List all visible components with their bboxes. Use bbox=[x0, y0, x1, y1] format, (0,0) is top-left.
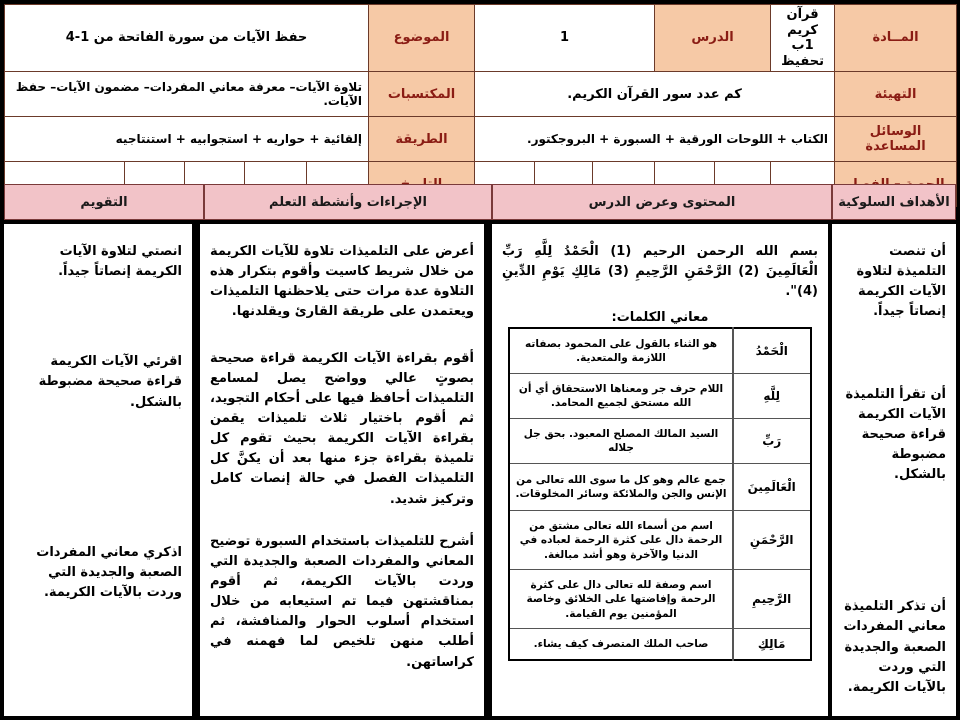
topic-value: حفظ الآيات من سورة الفاتحة من 1-4 bbox=[5, 5, 369, 72]
intro-value: كم عدد سور القرآن الكريم. bbox=[475, 72, 835, 117]
table-row bbox=[509, 328, 810, 374]
meanings-table bbox=[508, 327, 811, 661]
content-column bbox=[492, 224, 828, 716]
section-header-row bbox=[4, 184, 956, 220]
goals-header: الأهداف السلوكية bbox=[832, 184, 956, 220]
procedure-item: أعرض على التلميذات تلاوة للآيات الكريمة من خلال شريط كاسيت وأقوم بتكرار هذه التلاوة عدة مرات حتى يلاحظنها التلميذات ويعتمدن على طريقة القارئ ويقلدنها. bbox=[210, 244, 474, 320]
goal-item: أن تذكر التلميذة معاني المفردات الصعبة والجديدة التي وردت بالآيات الكريمة. bbox=[843, 599, 946, 695]
lesson-header-table bbox=[4, 4, 957, 207]
method-value: إلقائية + حواريه + استجوابيه + استنتاجيه bbox=[5, 117, 369, 162]
lesson-value: 1 bbox=[475, 5, 655, 72]
intro-label: التهيئة bbox=[835, 72, 957, 117]
lesson-label: الدرس bbox=[655, 5, 771, 72]
evaluation-item: انصتي لتلاوة الآيات الكريمة إنصاتاً جيداً. bbox=[58, 244, 182, 280]
meanings-title: معاني الكلمات: bbox=[611, 310, 709, 326]
procedure-item: أقوم بقراءة الآيات الكريمة قراءة صحيحة بصوتٍ عالي وواضح يصل لمسامع التلميذات أحافظ فيها على أحكام التجويد، ثم أقوم باختيار ثلاث تلميذات يقمن بقراءة الآيات الكريمة بحيث تقوم كل تلميذة بقراءة جزء منها بعد أن يكنَّ كل التلميذات الفصل في حالة إنصات كامل وتركيز شديد. bbox=[210, 350, 474, 507]
content-header: المحتوى وعرض الدرس bbox=[492, 184, 832, 220]
aids-label: الوسائل المساعدة bbox=[835, 117, 957, 162]
procedure-item: أشرح للتلميذات باستخدام السبورة توضيح المعاني والمفردات الصعبة والجديدة التي وردت بالآيات الكريمة، ثم أقوم بمناقشتهن فيما تم استيعابه من خلال استخدام أسلوب الحوار والمنافشة، ثم أطلب منهن تلخيص لما فهمنه في كراساتهن. bbox=[210, 533, 474, 670]
table-row bbox=[509, 374, 810, 419]
meaning-definition: جمع عالم وهو كل ما سوى الله تعالى من الإنس والجن والملائكة وسائر المخلوقات. bbox=[509, 464, 732, 511]
procedures-column bbox=[200, 224, 484, 716]
topic-label: الموضوع bbox=[369, 5, 475, 72]
meaning-word: الرَّحْمَنِ bbox=[733, 511, 811, 570]
goals-column bbox=[832, 224, 956, 716]
goal-item: أن تقرأ التلميذة الآيات الكريمة قراءة صحيحة مضبوطة بالشكل. bbox=[845, 386, 946, 483]
subject-value: قرآن كريم 1ب تحفيظ bbox=[771, 5, 835, 72]
meaning-definition: اسم من أسماء الله تعالى مشتق من الرحمة دال على كثرة الرحمة لعباده في الدنيا والآخرة وهو أشد مبالغة. bbox=[509, 511, 732, 570]
evaluation-item: اقرئي الآيات الكريمة قراءة صحيحة مضبوطة بالشكل. bbox=[38, 354, 182, 410]
meaning-word: الرَّحِيمِ bbox=[733, 570, 811, 629]
gains-value: تلاوة الآيات– معرفة معاني المفردات– مضمون الآيات– حفظ الآيات. bbox=[5, 72, 369, 117]
meaning-word: لِلَّهِ bbox=[733, 374, 811, 419]
meaning-definition: اسم وصفة لله تعالى دال على كثرة الرحمة وإفاضتها على الخلائق وخاصة المؤمنين يوم القيامة. bbox=[509, 570, 732, 629]
gains-label: المكتسبات bbox=[369, 72, 475, 117]
meaning-word: الْعَالَمِينَ bbox=[733, 464, 811, 511]
evaluation-item: اذكري معاني المفردات الصعبة والجديدة التي وردت بالآيات الكريمة. bbox=[36, 544, 182, 600]
evaluation-column bbox=[4, 224, 192, 716]
meaning-word: الْحَمْدُ bbox=[733, 328, 811, 374]
meaning-definition: اللام حرف جر ومعناها الاستحقاق أي أن الله مستحق لجميع المحامد. bbox=[509, 374, 732, 419]
table-row bbox=[509, 629, 810, 661]
evaluation-header: التقويم bbox=[4, 184, 204, 220]
table-row bbox=[509, 464, 810, 511]
table-row bbox=[509, 570, 810, 629]
subject-label: المــادة bbox=[835, 5, 957, 72]
method-label: الطريقة bbox=[369, 117, 475, 162]
table-row bbox=[509, 511, 810, 570]
goal-item: أن تنصت التلميذة لتلاوة الآيات الكريمة إنصاتاً جيداً. bbox=[856, 244, 946, 320]
meaning-definition: صاحب الملك المتصرف كيف يشاء. bbox=[509, 629, 732, 661]
meaning-word: مَالِكِ bbox=[733, 629, 811, 661]
quran-verses: بسم الله الرحمن الرحيم (1) الْحَمْدُ لِلَّهِ رَبِّ الْعَالَمِينَ (2) الرَّحْمَنِ الرَّحِيمِ (3) مَالِكِ يَوْمِ الدِّينِ (4)". bbox=[502, 244, 818, 300]
table-row bbox=[509, 419, 810, 464]
procedures-header: الإجراءات وأنشطة التعلم bbox=[204, 184, 492, 220]
meaning-definition: السيد المالك المصلح المعبود. بحق جل جلاله bbox=[509, 419, 732, 464]
meaning-word: رَبِّ bbox=[733, 419, 811, 464]
aids-value: الكتاب + اللوحات الورقية + السبورة + البروجكتور. bbox=[475, 117, 835, 162]
meaning-definition: هو الثناء بالقول على المحمود بصفاته اللازمة والمتعدية. bbox=[509, 328, 732, 374]
